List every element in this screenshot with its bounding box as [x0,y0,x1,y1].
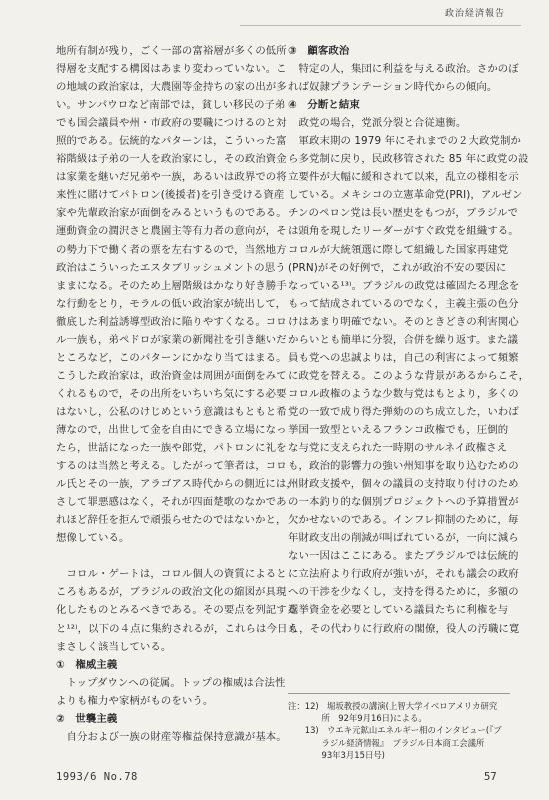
text-line: チンのペロン党は長い歴史をもつが，ブラジルで [288,207,519,220]
text-line: コロル・ゲートは，コロル個人の資質によると [56,568,287,581]
text-line: 州財政支援や，個々の議員の支持取り付けのため [288,478,519,491]
text-line: 運動資金の潤沢さと農園主等有力者の意向が，そ [56,225,287,238]
footnote-divider [288,693,510,694]
text-line: 来性に賭けてパトロン(後援者)を引き受ける資産 [56,189,285,202]
left-text-column [56,42,298,746]
text-line: 政党の場合，党派分裂と合従連衡。 [288,117,467,130]
text-line: 自分および一族の財産等権益保持意識が基本。 [56,730,287,743]
text-line: ころもあるが，ブラジルの政治文化の縮図が具現 [56,586,287,599]
text-line: 欠かせないのである。インフレ抑制のために，毎 [288,514,519,527]
text-line: もって結成されているのでなく，主義主張の色分 [288,297,519,310]
text-line: けはあまり明確でない。そのときどきの利害関心 [288,315,519,328]
text-line: 特定の人，集団に利益を与える政治。さかのぼ [288,63,519,76]
section-heading: ③ 顧客政治 [288,45,350,57]
text-line: は頭角を現したリーダーがすぐ政党を組織する。 [288,225,519,238]
text-line: の地域の政治家は，大農園等金持ちの家の出が多 [56,81,287,94]
text-line: 地所有制が残り，ごく一部の富裕層が多くの低所 [56,45,287,57]
text-line: なっている¹³⁾。ブラジルの政党は確固たる理念を [288,279,520,292]
text-line: 薄なので，出世して金を自由にできる立場になっ [56,423,287,436]
text-line: の勢力下で働く者の票を左右するので，当然地方 [56,243,287,256]
text-line: くれるもので，その出所をいちいち気にする必要 [56,387,287,400]
text-line: 得層を支配する構図はあまり変わっていない。こ [56,63,287,76]
text-line: な与党に支えられた一時期のサルネイ政権さえ [288,442,508,455]
journal-section-title: 政治経済報告 [444,9,505,19]
text-line: 93年3月15日号) [288,749,385,760]
section-heading: ④ 分断と結束 [288,99,360,112]
text-line: ル一族も，弟ペドロが家業の新聞社を引き継いだ [56,333,287,346]
text-line: 所 92年9月16日)による。 [288,713,427,724]
text-line: の一本釣り的な個別プロジェクトへの予算措置が [288,496,519,509]
header-divider [240,25,521,26]
text-line: 化したものとみるべきである。その要点を列記する [56,604,298,617]
footnotes [288,700,508,761]
text-line: 軍政末期の 1979 年にそれまでの２大政党制か [288,135,521,148]
text-line: トップダウンへの従属。トップの権威は合法性 [56,676,286,689]
text-line: 家や先輩政治家が面倒をみるというものである。 [56,207,287,220]
text-line: への干渉を少なくし，支持を得るために，多額の [288,586,519,599]
text-line: たら，世話になった一族や郎党，パトロンに礼を [56,442,287,455]
right-text-column [288,42,530,638]
text-line: れほど辞任を拒んで頑張らせたのではないかと， [56,514,287,527]
section-heading: ① 権威主義 [56,658,118,671]
text-line: な行動をとり，モラルの低い政治家が続出して， [56,297,287,310]
text-line: ラジル経済情報』 ブラジル日本商工会議所 [288,737,485,748]
issue-number: 1993/6 No.78 [56,771,138,783]
text-line: ままになる。そのため上層階級はかなり好き勝手 [56,279,287,292]
section-heading: ② 世襲主義 [56,712,118,725]
text-line: ない一因はここにある。またブラジルでは伝統的 [288,550,519,563]
text-line: 照的である。伝統的なパターンは，こういった富 [56,135,287,148]
text-line: さして罪悪感はなく，それが四面楚歌のなかであ [56,496,287,509]
text-line: ところなど，このパターンにかなり当てはまる。 [56,351,287,364]
text-line: は家業を継いだ兄弟や一族，あるいは政界での将 [56,171,287,184]
text-line: 裕階級は子弟の一人を政治家にし，その政治資金 [56,153,287,166]
text-line: 党の一致で成り得た弾劾ののち成立した，いわば [288,405,519,418]
text-line: はないし，公私のけじめという意識はもともと希 [56,405,287,418]
text-line: こうした政治家は，政治資金は周囲が面倒をみて [56,369,287,382]
text-line: でも国会議員や州・市政府の要職につけるのと対 [56,117,287,130]
text-line: 立要件が大幅に緩和されて以来，乱立の様相を示 [288,171,519,184]
text-line: するのは当然と考える。したがって筆者は，コロ [56,460,287,473]
text-line: よりも権力や家柄がものをいう。 [56,694,214,707]
page-number: 57 [484,771,497,783]
text-line: れば奴隷プランテーション時代からの傾向。 [288,81,498,94]
text-line: 年財政支出の削減が叫ばれているが，一向に減ら [288,532,519,545]
text-line: 挙国一致型といえるフランコ政権でも，圧倒的 [288,423,509,436]
text-line: も，政治的影響力の強い州知事を取り込むための [288,460,519,473]
text-line: 想像している。 [56,532,130,545]
text-line: い。サンパウロなど南部では，貧しい移民の子弟 [56,99,286,112]
text-line: え，その代わりに行政府の閣僚，役人の汚職に寛 [288,622,520,635]
text-line: 選挙資金を必要としている議員たちに利権を与 [288,604,509,617]
text-line: と¹²⁾，以下の４点に集約されるが，これらは今日も [56,622,298,635]
text-line: 徹底した利益誘導型政治に陥りやすくなる。コロ [56,315,287,328]
text-line: からいとも簡単に分裂，合併を繰り返す。また議 [288,333,518,346]
text-line: ら多党制に戻り，民政移管された 85 年に政党の設 [288,153,529,166]
text-line: 政治はこういったエスタブリッシュメントの思う [56,261,286,274]
text-line: に政党を替える。このような背景があるからこそ， [288,369,530,382]
text-line [56,547,268,565]
text-line: 13) ウエキ元鉱山エネルギー相のインタビュー(『ブ [288,725,502,736]
text-line: ル氏とその一族，アラゴアス時代からの側近には， [56,478,297,491]
text-line: に立法府より行政府が強いが，それも議会の政府 [288,568,519,581]
text-line: (PRN)がその好例で，これが政治不安の要因に [288,261,507,274]
text-line: コロル政権のような少数与党はもとより，多くの [288,387,519,400]
text-line: 員も党への忠誠よりは，自己の利害によって頻繁 [288,351,519,364]
text-line: まさしく該当している。 [56,640,172,653]
text-line: 注：12) 堀坂教授の講演(上智大学イベロアメリカ研究 [288,701,498,711]
text-line: コロルが大統領選に際して組織した国家再建党 [288,243,509,256]
text-line: している。メキシコの立憲革命党(PRI)，アルゼン [288,189,523,202]
